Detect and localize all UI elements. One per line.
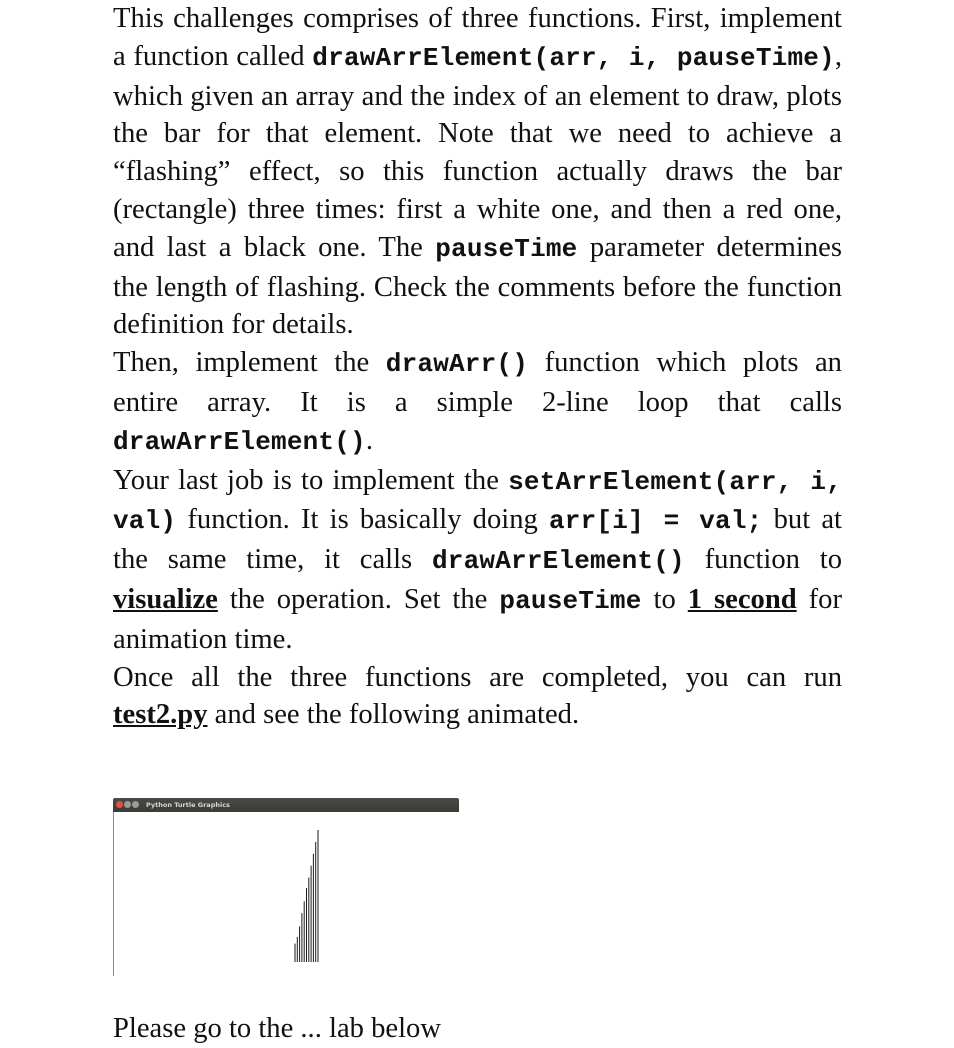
bars-plot <box>114 812 460 976</box>
text: , which given an array and the index of an element to draw, plots the bar for that element. Note that we need to achieve a “flashing” effect, so this function actually draws the bar (rectangle) three times: first a white one, and then a red one, and last a black one. The <box>113 40 843 263</box>
text: for animation time. <box>113 583 842 655</box>
code-drawArrElement: drawArrElement() <box>113 426 366 457</box>
code-setArrElement-signature: setArrElement(arr, i, val) <box>113 466 842 537</box>
document-body <box>113 0 842 734</box>
text: and see the following animated. <box>207 699 580 731</box>
text: This challenges comprises of three functions. First, implement a function called <box>113 3 842 72</box>
clipped-next-line: Please go to the ... lab below <box>113 1013 441 1044</box>
text: function which plots an entire array. It is a simple 2-line loop that calls <box>113 347 842 418</box>
turtle-canvas <box>113 812 459 976</box>
emphasis-1-second: 1 second <box>687 583 797 615</box>
text: function. It is basically doing <box>176 504 549 536</box>
text: . <box>365 424 373 456</box>
close-icon[interactable] <box>116 801 123 808</box>
emphasis-visualize: visualize <box>113 583 218 615</box>
paragraph-3 <box>113 462 842 659</box>
code-arr-assignment: arr[i] = val; <box>548 506 763 537</box>
paragraph-2 <box>113 344 842 461</box>
paragraph-4 <box>113 659 842 735</box>
text: Your last job is to implement the <box>113 464 509 496</box>
turtle-graphics-window <box>113 798 459 976</box>
text: the operation. Set the <box>217 583 500 615</box>
text: parameter determines the length of flashing. Check the comments before the function definition for details. <box>113 231 842 341</box>
window-title: Python Turtle Graphics <box>146 801 230 809</box>
paragraph-1 <box>113 0 842 344</box>
code-drawArrElement: drawArrElement() <box>432 546 685 577</box>
code-pauseTime: pauseTime <box>435 233 578 264</box>
window-titlebar <box>113 798 459 812</box>
test2-py-link[interactable]: test2.py <box>113 699 208 731</box>
maximize-icon[interactable] <box>132 801 139 808</box>
text: to <box>641 583 688 615</box>
text: but at the same time, it calls <box>113 504 842 576</box>
code-pauseTime: pauseTime <box>499 585 642 616</box>
minimize-icon[interactable] <box>124 801 131 808</box>
text: Once all the three functions are completed, you can run <box>113 661 842 693</box>
text: function to <box>684 544 842 576</box>
text: Then, implement the <box>113 347 386 379</box>
code-drawArrElement-signature: drawArrElement(arr, i, pauseTime) <box>312 42 835 73</box>
code-drawArr: drawArr() <box>385 349 529 380</box>
